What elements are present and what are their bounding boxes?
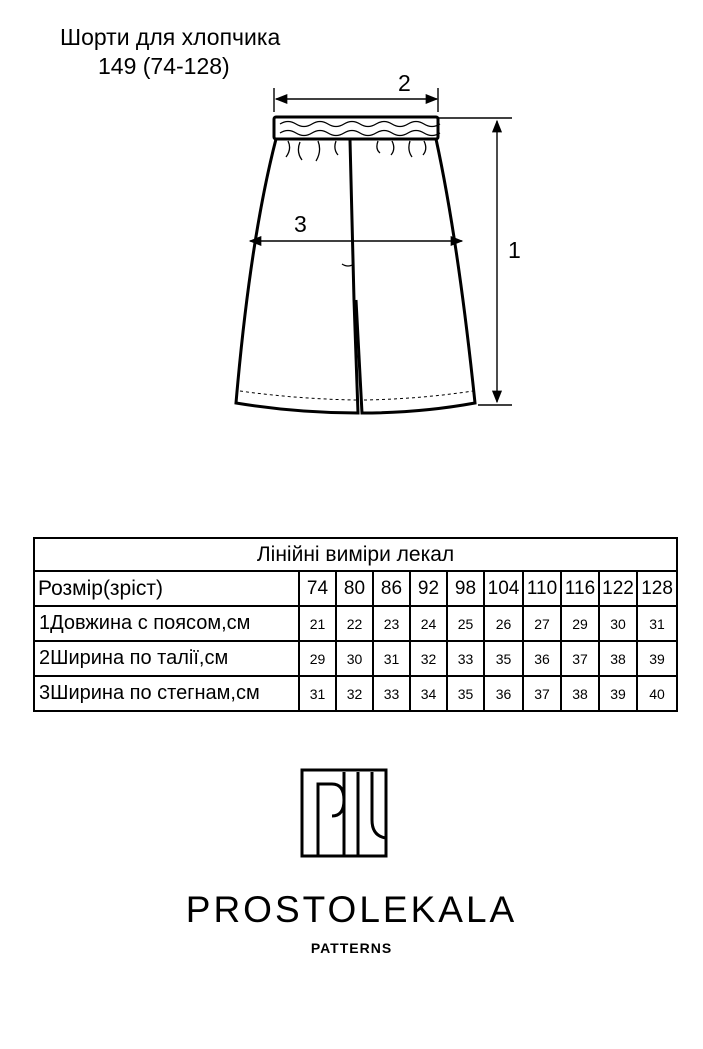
value-cell: 25	[447, 606, 484, 641]
table-caption: Лінійні виміри лекал	[34, 538, 677, 571]
dimension-2-label: 2	[398, 70, 411, 96]
value-cell: 22	[336, 606, 373, 641]
value-cell: 23	[373, 606, 410, 641]
fly-mark	[342, 264, 354, 266]
size-cell: 122	[599, 571, 637, 606]
dimension-lines	[250, 88, 512, 405]
logo-icon	[300, 768, 390, 860]
size-cell: 98	[447, 571, 484, 606]
value-cell: 21	[299, 606, 336, 641]
table-row	[34, 641, 677, 676]
value-cell: 39	[637, 641, 677, 676]
measurements-table	[33, 537, 678, 712]
row-label: 2Ширина по талії,см	[34, 641, 299, 676]
size-cell: 104	[484, 571, 523, 606]
value-cell: 39	[599, 676, 637, 711]
size-header-label: Розмір(зріст)	[34, 571, 299, 606]
value-cell: 31	[299, 676, 336, 711]
value-cell: 35	[447, 676, 484, 711]
brand-tagline: PATTERNS	[310, 940, 393, 956]
size-cell: 86	[373, 571, 410, 606]
gathers	[280, 122, 440, 267]
value-cell: 31	[637, 606, 677, 641]
value-cell: 33	[447, 641, 484, 676]
value-cell: 31	[373, 641, 410, 676]
value-cell: 38	[561, 676, 599, 711]
dimension-3-label: 3	[294, 211, 307, 237]
waistband	[274, 117, 438, 139]
right-leg	[356, 139, 475, 413]
value-cell: 40	[637, 676, 677, 711]
size-cell: 92	[410, 571, 447, 606]
value-cell: 30	[336, 641, 373, 676]
shorts-sketch	[0, 0, 703, 440]
value-cell: 37	[523, 676, 561, 711]
value-cell: 34	[410, 676, 447, 711]
value-cell: 29	[561, 606, 599, 641]
size-cell: 110	[523, 571, 561, 606]
value-cell: 36	[523, 641, 561, 676]
value-cell: 27	[523, 606, 561, 641]
value-cell: 30	[599, 606, 637, 641]
brand-name: PROSTOLEKALA	[185, 889, 518, 930]
left-leg	[236, 139, 358, 413]
row-label: 1Довжина с поясом,см	[34, 606, 299, 641]
size-cell: 74	[299, 571, 336, 606]
value-cell: 32	[410, 641, 447, 676]
value-cell: 36	[484, 676, 523, 711]
page-title: Шорти для хлопчика	[60, 24, 281, 50]
value-cell: 29	[299, 641, 336, 676]
table-row	[34, 606, 677, 641]
value-cell: 26	[484, 606, 523, 641]
size-cell: 80	[336, 571, 373, 606]
row-label: 3Ширина по стегнам,см	[34, 676, 299, 711]
value-cell: 24	[410, 606, 447, 641]
size-cell: 116	[561, 571, 599, 606]
dimension-1-label: 1	[508, 237, 521, 263]
value-cell: 38	[599, 641, 637, 676]
pattern-number: 149 (74-128)	[98, 53, 230, 79]
size-cell: 128	[637, 571, 677, 606]
size-header-row	[34, 571, 677, 606]
value-cell: 37	[561, 641, 599, 676]
value-cell: 33	[373, 676, 410, 711]
value-cell: 35	[484, 641, 523, 676]
table-row	[34, 676, 677, 711]
shorts-outline	[236, 117, 475, 413]
value-cell: 32	[336, 676, 373, 711]
